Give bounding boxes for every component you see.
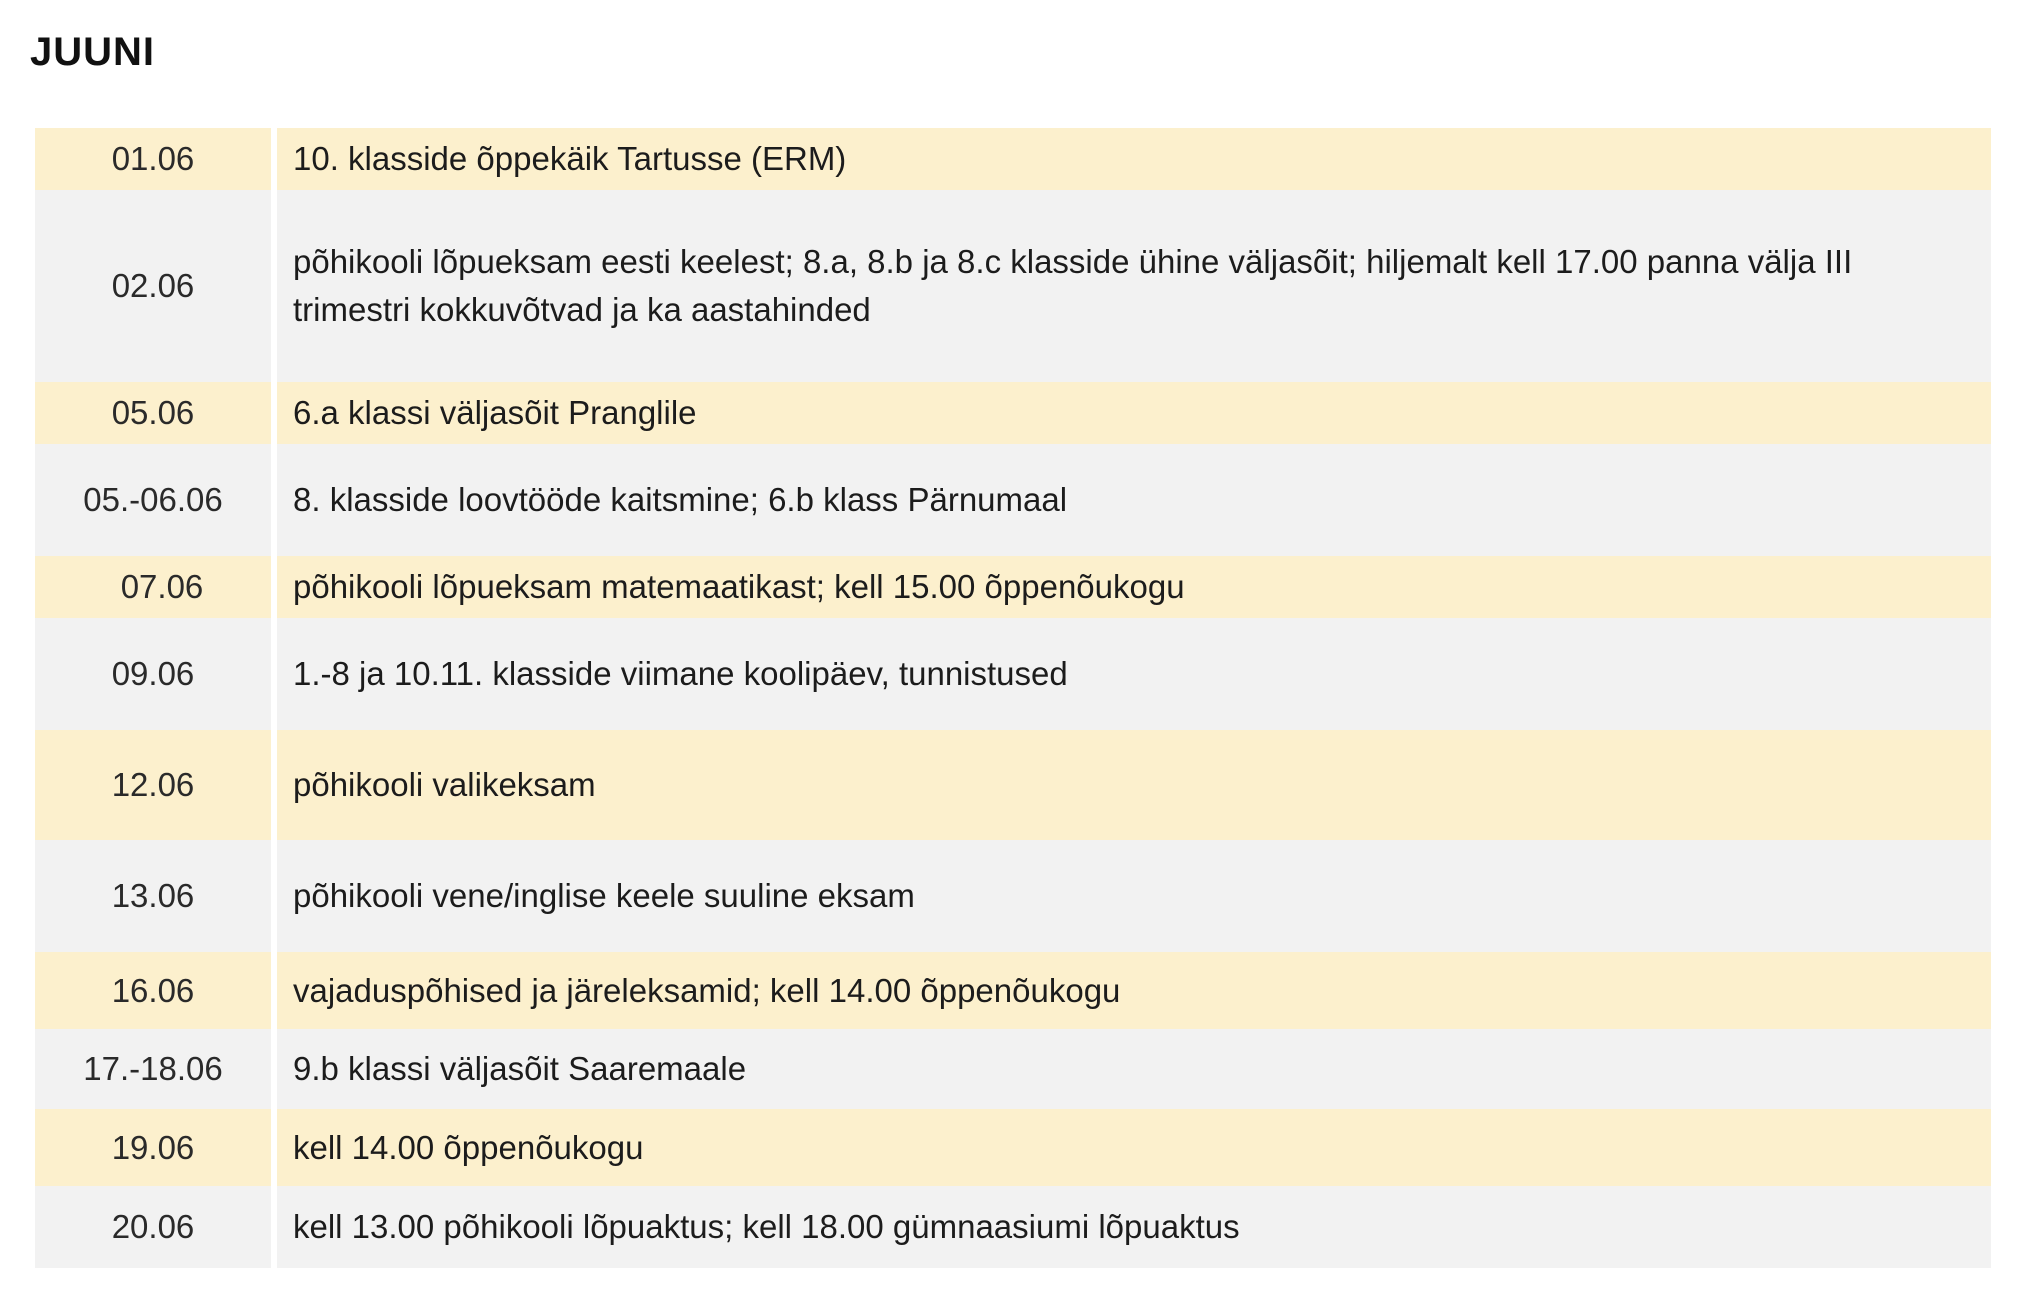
date-cell: 17.-18.06 [35,1029,274,1109]
date-cell: 20.06 [35,1186,274,1268]
table-row [35,382,1991,444]
table-row [35,1186,1991,1268]
date-cell: 16.06 [35,952,274,1029]
table-row [35,1109,1991,1186]
table-row [35,952,1991,1029]
schedule-table [35,128,1991,1268]
event-cell: 1.-8 ja 10.11. klasside viimane koolipäev, tunnistused [293,655,1068,692]
event-cell: 10. klasside õppekäik Tartusse (ERM) [293,140,847,177]
date-cell: 12.06 [35,730,274,840]
event-cell: 8. klasside loovtööde kaitsmine; 6.b klass Pärnumaal [293,481,1068,518]
date-cell: 02.06 [35,190,274,382]
date-cell: 07.06 [35,556,274,618]
table-row [35,730,1991,840]
event-cell: kell 13.00 põhikooli lõpuaktus; kell 18.00 gümnaasiumi lõpuaktus [293,1208,1240,1245]
date-cell: 01.06 [35,128,274,190]
event-cell: põhikooli valikeksam [293,766,596,803]
table-row [35,444,1991,556]
date-cell: 05.-06.06 [35,444,274,556]
event-cell: 6.a klassi väljasõit Pranglile [293,394,697,431]
event-cell: põhikooli lõpueksam eesti keelest; 8.a, 8.b ja 8.c klasside ühine väljasõit; hiljemalt kell 17.00 panna välja III trimestri kokkuvõtvad ja ka aastahinded [293,243,1853,328]
date-cell: 19.06 [35,1109,274,1186]
table-row [35,556,1991,618]
event-cell: vajaduspõhised ja järeleksamid; kell 14.00 õppenõukogu [293,971,1121,1009]
event-cell: põhikooli lõpueksam matemaatikast; kell 15.00 õppenõukogu [293,568,1185,605]
table-row [35,840,1991,952]
table-row [35,1029,1991,1109]
date-cell: 13.06 [35,840,274,952]
date-cell: 05.06 [35,382,274,444]
table-row [35,190,1991,382]
event-cell: põhikooli vene/inglise keele suuline eksam [293,877,915,914]
page-title: JUUNI [30,30,156,74]
event-cell: 9.b klassi väljasõit Saaremaale [293,1050,747,1087]
table-row [35,618,1991,730]
table-row [35,128,1991,190]
event-cell: kell 14.00 õppenõukogu [293,1128,644,1166]
date-cell: 09.06 [35,618,274,730]
